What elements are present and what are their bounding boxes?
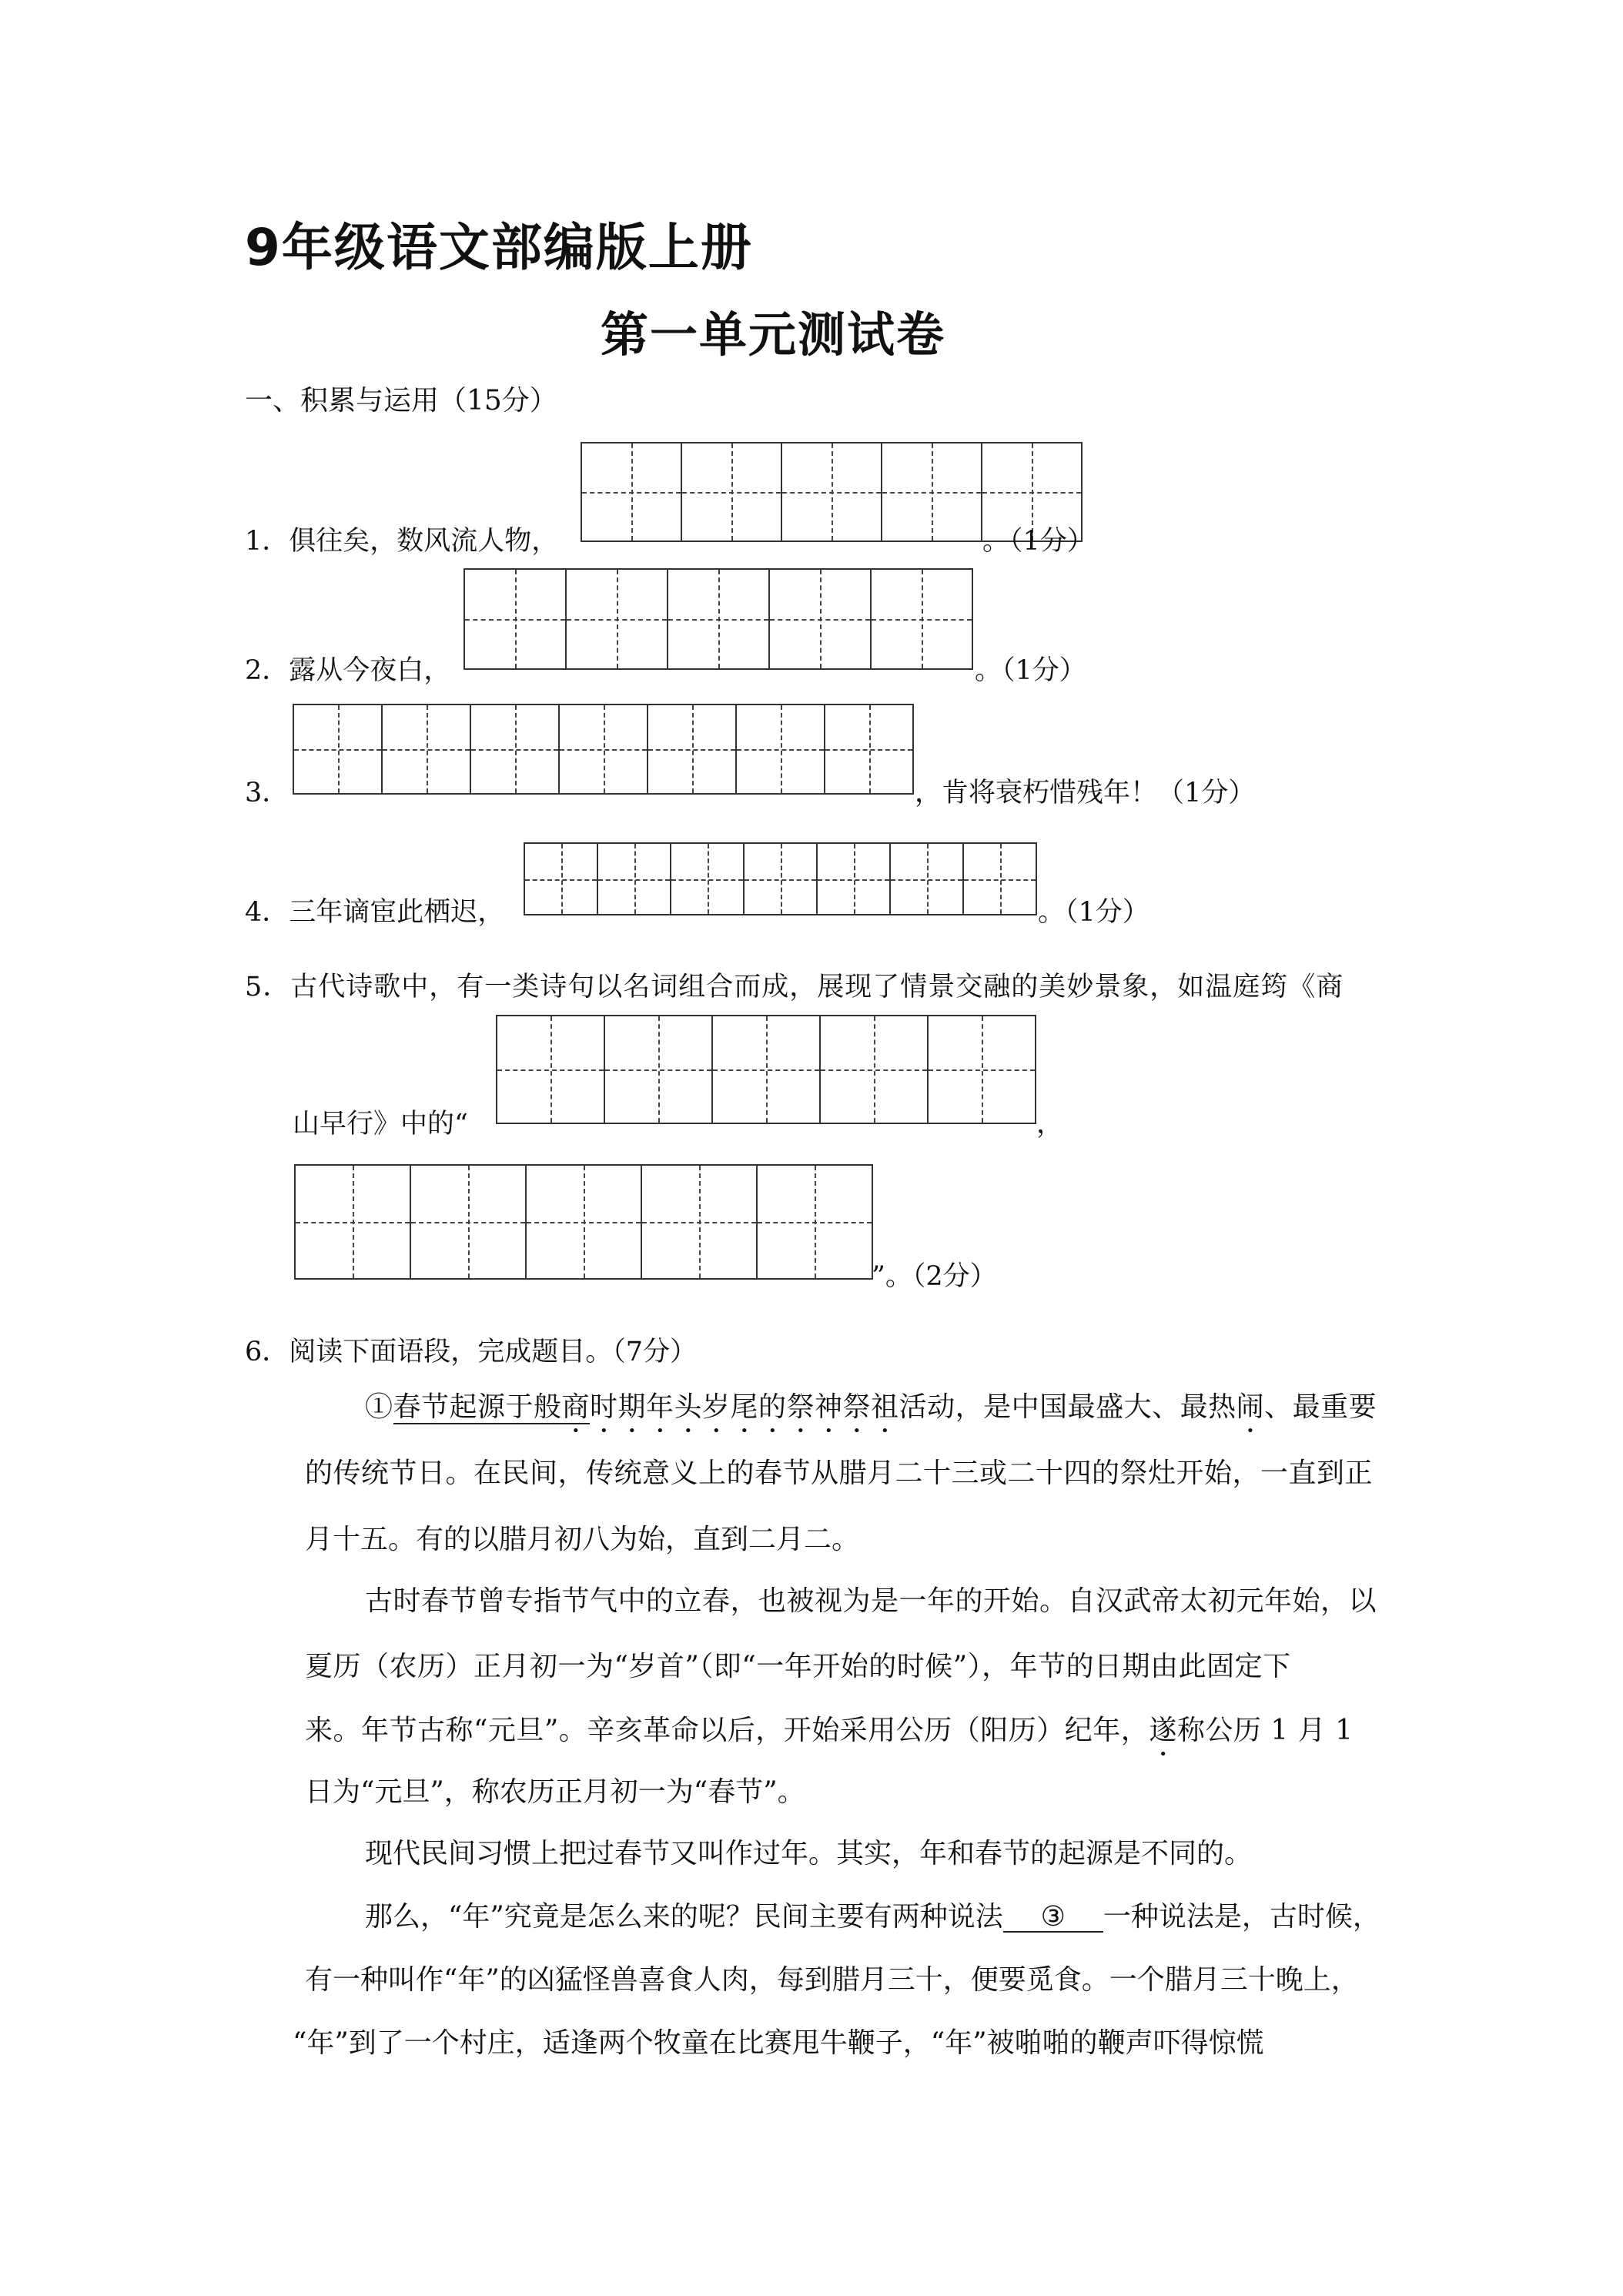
- passage-paragraph-3: 现代民间习惯上把过春节又叫作过年。其实，年和春节的起源是不同的。: [365, 1838, 1253, 1869]
- answer-grid-q2[interactable]: [463, 568, 973, 670]
- passage-text: 那么，“年”究竟是怎么来的呢？民间主要有两种说法: [365, 1901, 1003, 1933]
- question-2-suffix: 。（1分）: [975, 655, 1086, 686]
- grid-cell[interactable]: [737, 704, 825, 795]
- passage-line: “年”到了一个村庄，适逢两个牧童在比赛甩牛鞭子，“年”被啪啪的鞭声吓得惊慌: [293, 2027, 1264, 2059]
- passage-text: 来。年节古称“元旦”。辛亥革命以后，开始采用公历（阳历）纪年，: [305, 1715, 1149, 1746]
- question-5-line2-suffix: ，: [1036, 1109, 1064, 1140]
- passage-text: 活动，是中国最盛大、最热: [899, 1391, 1236, 1423]
- paragraph-number: ①: [365, 1391, 393, 1423]
- grid-cell[interactable]: [648, 704, 737, 795]
- passage-paragraph-2: 古时春节曾专指节气中的立春，也被视为是一年的开始。自汉武帝太初元年始，以: [365, 1585, 1377, 1617]
- grid-cell[interactable]: [682, 442, 782, 542]
- passage-line: 的传统节日。在民间，传统意义上的春节从腊月二十三或二十四的祭灶开始，一直到正: [305, 1458, 1374, 1489]
- dotted-char: 闹: [1236, 1391, 1265, 1423]
- grid-cell[interactable]: [758, 1164, 873, 1280]
- grid-cell[interactable]: [713, 1015, 821, 1124]
- passage-paragraph-4: [365, 1903, 1443, 1933]
- grid-cell[interactable]: [465, 568, 567, 670]
- underlined-phrase: [393, 1391, 591, 1424]
- grid-cell[interactable]: [294, 704, 383, 795]
- grid-cell[interactable]: [782, 442, 882, 542]
- passage-line: [305, 1715, 1383, 1762]
- passage-line: 月十五。有的以腊月初八为始，直到二月二。: [305, 1524, 860, 1555]
- section-heading: 一、积累与运用（15分）: [245, 385, 557, 417]
- dotted-phrase: 时期年头岁尾的祭神祭祖: [590, 1391, 899, 1423]
- page-subtitle: 第一单元测试卷: [601, 306, 946, 363]
- question-4-prefix: 4．三年谪宦此栖迟，: [245, 897, 505, 928]
- grid-cell[interactable]: [964, 842, 1037, 915]
- dotted-char: 遂: [1149, 1715, 1177, 1746]
- passage-text: 、最重要: [1264, 1391, 1377, 1423]
- grid-cell[interactable]: [745, 842, 818, 915]
- grid-cell[interactable]: [567, 568, 668, 670]
- question-5-line1: 5．古代诗歌中，有一类诗句以名词组合而成，展现了情景交融的美妙景象，如温庭筠《商: [245, 972, 1344, 1002]
- grid-cell[interactable]: [411, 1164, 527, 1280]
- grid-cell[interactable]: [825, 704, 914, 795]
- grid-cell[interactable]: [527, 1164, 642, 1280]
- grid-cell[interactable]: [296, 1164, 411, 1280]
- grid-cell[interactable]: [818, 842, 891, 915]
- passage-text: 一种说法是，古时候，: [1103, 1901, 1380, 1933]
- grid-cell[interactable]: [497, 1015, 605, 1124]
- grid-cell[interactable]: [383, 704, 471, 795]
- passage-line: 有一种叫作“年”的凶猛怪兽喜食人肉，每到腊月三十，便要觅食。一个腊月三十晚上，: [305, 1964, 1359, 1996]
- grid-cell[interactable]: [929, 1015, 1036, 1124]
- question-2-prefix: 2．露从今夜白，: [245, 655, 451, 686]
- passage-text: 称公历 1 月 1: [1176, 1715, 1354, 1746]
- grid-cell[interactable]: [891, 842, 964, 915]
- answer-grid-q4[interactable]: [524, 842, 1037, 915]
- passage-line: 夏历（农历）正月初一为“岁首”（即“一年开始的时候”），年节的日期由此固定下: [305, 1651, 1291, 1682]
- question-4-suffix: 。（1分）: [1038, 897, 1149, 928]
- grid-cell[interactable]: [882, 442, 982, 542]
- grid-cell[interactable]: [525, 842, 598, 915]
- dotted-char: 商: [561, 1391, 591, 1423]
- answer-grid-q3[interactable]: [293, 704, 914, 795]
- question-6-stem: 6．阅读下面语段，完成题目。（7分）: [245, 1337, 698, 1367]
- question-1-suffix: 。（1分）: [982, 526, 1094, 557]
- grid-cell[interactable]: [872, 568, 973, 670]
- grid-cell[interactable]: [671, 842, 745, 915]
- grid-cell[interactable]: [598, 842, 671, 915]
- grid-cell[interactable]: [582, 442, 682, 542]
- question-3-suffix: ，肯将衰朽惜残年！（1分）: [915, 778, 1256, 808]
- grid-cell[interactable]: [770, 568, 872, 670]
- grid-cell[interactable]: [605, 1015, 713, 1124]
- question-5-line2-prefix: 山早行》中的“: [293, 1109, 468, 1140]
- grid-cell[interactable]: [642, 1164, 758, 1280]
- passage-line: 日为“元旦”，称农历正月初一为“春节”。: [305, 1776, 805, 1808]
- page-title: 9年级语文部编版上册: [245, 218, 753, 277]
- question-1-prefix: 1．俱往矣，数风流人物，: [245, 526, 559, 557]
- answer-grid-q5-line2[interactable]: [294, 1164, 873, 1280]
- grid-cell[interactable]: [560, 704, 648, 795]
- passage-paragraph-1: [365, 1391, 1443, 1439]
- grid-cell[interactable]: [821, 1015, 929, 1124]
- answer-grid-q5-line1[interactable]: [496, 1015, 1036, 1124]
- fill-blank[interactable]: ③: [1003, 1903, 1103, 1933]
- grid-cell[interactable]: [471, 704, 560, 795]
- question-5-line3-suffix: ”。（2分）: [872, 1261, 997, 1292]
- grid-cell[interactable]: [668, 568, 770, 670]
- question-3-prefix: 3．: [245, 778, 289, 808]
- underlined-text: 春节起源于般: [393, 1391, 562, 1423]
